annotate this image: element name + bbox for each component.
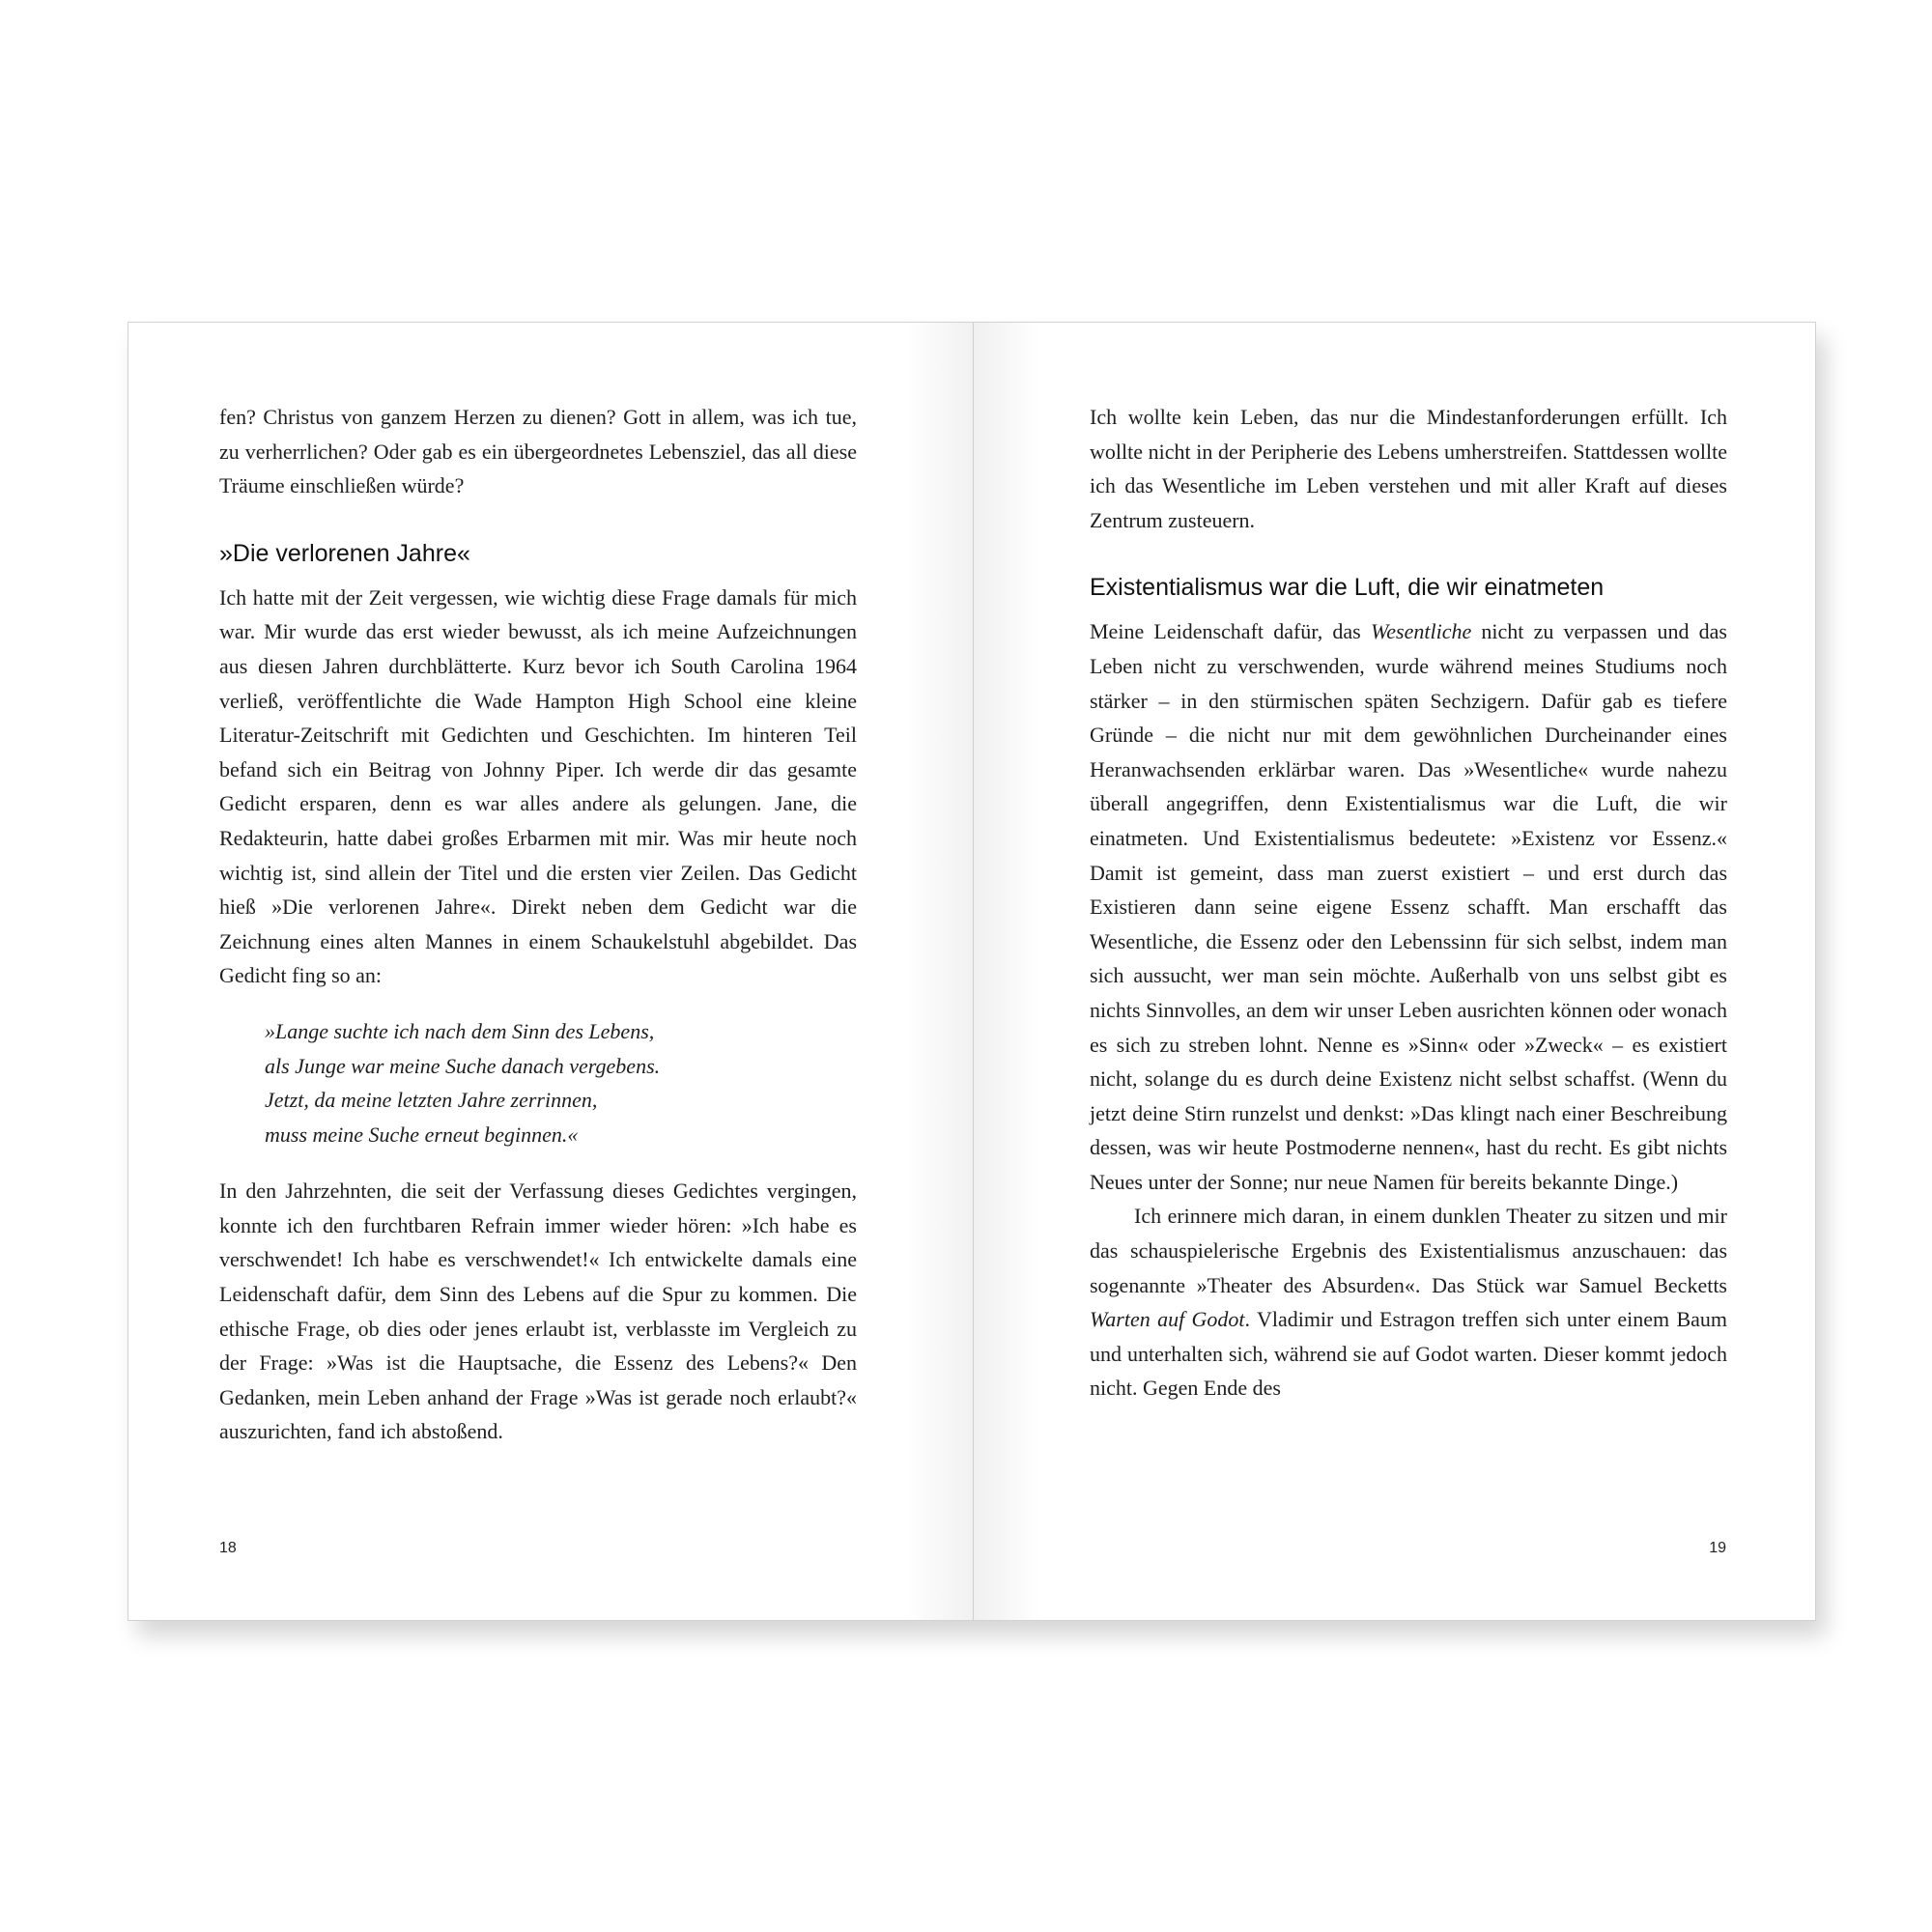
- section-heading-lost-years: »Die verlorenen Jahre«: [219, 539, 470, 567]
- poem-line-2: als Junge war meine Suche danach vergebens.: [265, 1053, 661, 1078]
- right-opening-paragraph: Ich wollte kein Leben, das nur die Mindestanforderungen erfüllt. Ich wollte nicht in der Peripherie des Lebens umherstreifen. Stattdessen wollte ich das Wesentliche im Leben verstehen und mit aller Kraft auf dieses Zentrum zusteuern.: [1090, 405, 1727, 532]
- right-paragraph-2: [1090, 1199, 1727, 1406]
- left-page-text: [219, 400, 857, 1449]
- right-page-text: [1090, 400, 1727, 1406]
- right-page: [973, 323, 1815, 1620]
- poem-line-4: muss meine Suche erneut beginnen.«: [265, 1122, 579, 1147]
- right-paragraph-2-italic: Warten auf Godot: [1090, 1307, 1245, 1332]
- right-paragraph-1-part-2: nicht zu verpassen und das Leben nicht zu verschwenden, wurde während meines Studiums noch stärker – in den stürmischen späten Sechzigern. Dafür gab es tiefere Gründe – die nicht nur mit dem gewöhnlichen Durcheinander eines Heranwachsenden erklärbar waren. Das »Wesentliche« wurde nahezu überall angegriffen, denn Existentialismus war die Luft, die wir einatmeten. Und Existentialismus bedeutete: »Existenz vor Essenz.« Damit ist gemeint, dass man zuerst existiert – und erst durch das Existieren dann seine eigene Essenz schafft. Man erschafft das Wesentliche, die Essenz oder den Lebenssinn für sich selbst, indem man sich aussucht, wer man sein möchte. Außerhalb von uns selbst gibt es nichts Sinnvolles, an dem wir unser Leben ausrichten können oder wonach es sich zu streben lohnt. Nenne es »Sinn« oder »Zweck« – es existiert nicht, solange du es durch deine Existenz nicht selbst schaffst. (Wenn du jetzt deine Stirn runzelst und denkst: »Das klingt nach einer Beschreibung dessen, was wir heute Postmoderne nennen«, hast du recht. Es gibt nichts Neues unter der Sonne; nur neue Namen für bereits bekannte Dinge.): [1090, 619, 1727, 1194]
- left-paragraph-2: In den Jahrzehnten, die seit der Verfassung dieses Gedichtes vergingen, konnte ich den furchtbaren Refrain immer wieder hören: »Ich habe es verschwendet! Ich habe es verschwendet!« Ich entwickelte damals eine Leidenschaft dafür, dem Sinn des Lebens auf die Spur zu kommen. Die ethische Frage, ob dies oder jenes erlaubt ist, verblasste im Vergleich zu der Frage: »Was ist die Hauptsache, die Essenz des Lebens?« Den Gedanken, mein Leben anhand der Frage »Was ist gerade noch erlaubt?« auszurichten, fand ich abstoßend.: [219, 1179, 857, 1444]
- page-number-right: 19: [1709, 1540, 1726, 1556]
- right-paragraph-2-part-1: Ich erinnere mich daran, in einem dunklen Theater zu sitzen und mir das schauspielerische Ergebnis des Existentialismus anzuschauen: das sogenannte »Theater des Absurden«. Das Stück war Samuel Becketts: [1090, 1204, 1727, 1297]
- page-number-left: 18: [219, 1540, 237, 1556]
- left-paragraph-1: Ich hatte mit der Zeit vergessen, wie wichtig diese Frage damals für mich war. Mir wurde das erst wieder bewusst, als ich meine Aufzeichnungen aus diesen Jahren durchblätterte. Kurz bevor ich South Carolina 1964 verließ, veröffentlichte die Wade Hampton High School eine kleine Literatur-Zeitschrift mit Gedichten und Geschichten. Im hinteren Teil befand sich ein Beitrag von Johnny Piper. Ich werde dir das gesamte Gedicht ersparen, denn es war alles andere als gelungen. Jane, die Redakteurin, hatte dabei großes Erbarmen mit mir. Was mir heute noch wichtig ist, sind allein der Titel und die ersten vier Zeilen. Das Gedicht hieß »Die verlorenen Jahre«. Direkt neben dem Gedicht war die Zeichnung eines alten Mannes in einem Schaukelstuhl abgebildet. Das Gedicht fing so an:: [219, 584, 857, 988]
- section-heading-existentialism: Existentialismus war die Luft, die wir einatmeten: [1090, 574, 1605, 602]
- left-opening-paragraph: fen? Christus von ganzem Herzen zu dienen? Gott in allem, was ich tue, zu verherrlichen? Oder gab es ein übergeordnetes Lebensziel, das all diese Träume einschließen würde?: [219, 405, 857, 498]
- poem-quote: [265, 1014, 857, 1151]
- book-spread: [128, 322, 1816, 1621]
- right-paragraph-1-italic: Wesentliche: [1370, 619, 1472, 644]
- right-paragraph-2-part-2: . Vladimir und Estragon treffen sich unter einem Baum und unterhalten sich, während sie auf Godot warten. Dieser kommt jedoch nicht. Gegen Ende des: [1090, 1307, 1728, 1401]
- poem-line-3: Jetzt, da meine letzten Jahre zerrinnen,: [265, 1088, 598, 1113]
- right-paragraph-1-part-1: Meine Leidenschaft dafür, das: [1090, 619, 1371, 644]
- poem-line-1: »Lange suchte ich nach dem Sinn des Lebens,: [265, 1018, 655, 1043]
- right-paragraph-1: [1090, 614, 1727, 1199]
- left-page: [128, 323, 973, 1620]
